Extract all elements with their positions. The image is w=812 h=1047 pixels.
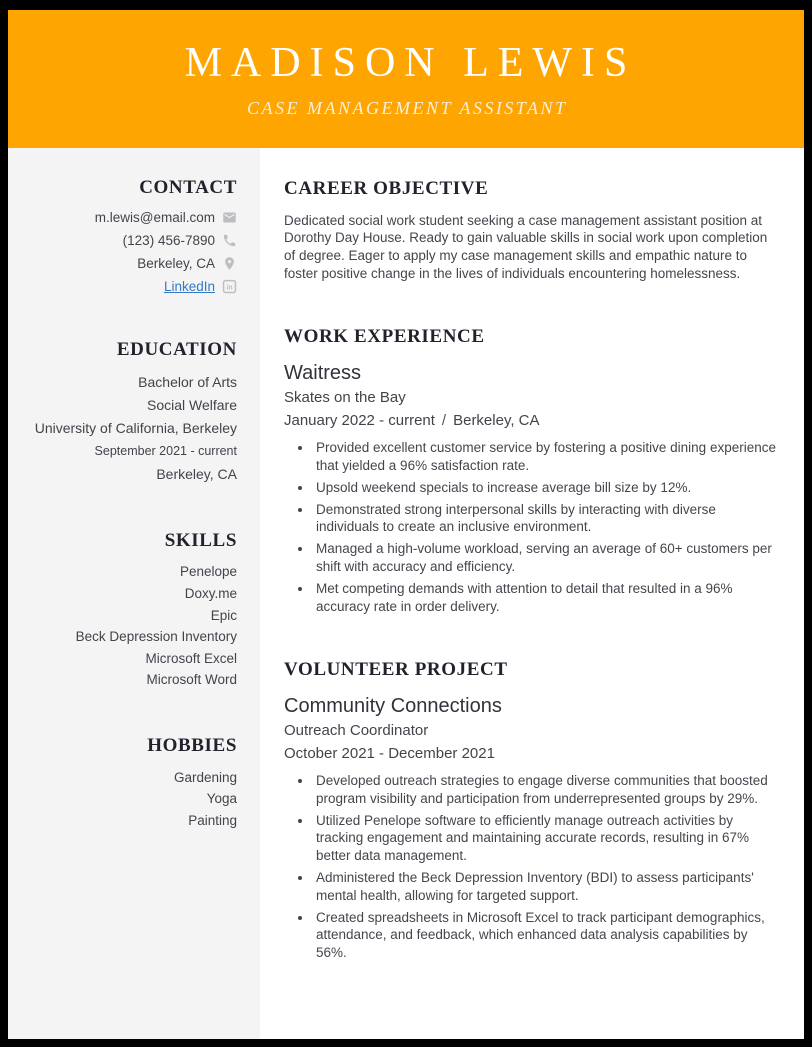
bullet-item: • Developed outreach strategies to engage diverse communities that boosted program visibility and participation from underrepresented groups by 29%. — [313, 772, 776, 807]
skill-item: Doxy.me — [184, 585, 237, 601]
education-school: University of California, Berkeley — [34, 419, 237, 436]
main-column — [260, 148, 804, 1039]
contact-row-email — [26, 209, 237, 226]
career-objective-section — [284, 178, 776, 282]
meta-separator: / — [441, 411, 447, 429]
skills-list — [26, 561, 237, 691]
bullet-item: • Demonstrated strong interpersonal skills by interacting with diverse individuals to create an inclusive environment. — [313, 501, 776, 536]
skill-item: Beck Depression Inventory — [75, 629, 237, 645]
contact-location-value: Berkeley, CA — [137, 255, 215, 271]
bullet-item: • Managed a high-volume workload, serving an average of 60+ customers per shift with accuracy and efficiency. — [313, 540, 776, 575]
job-location: Berkeley, CA — [453, 411, 540, 429]
work-experience-bullets — [284, 439, 776, 615]
education-location: Berkeley, CA — [156, 465, 237, 482]
education-field: Social Welfare — [146, 396, 237, 413]
svg-text:in: in — [226, 284, 233, 292]
envelope-icon — [222, 210, 237, 225]
career-objective-text: Dedicated social work student seeking a case management assistant position at Dorothy Day House. Ready to gain valuable skills in social work upon completion of degree. Eager to apply my case management skills and empathic nature to foster positive change in the lives of individuals encountering homelessness. — [284, 212, 768, 281]
volunteer-project-heading: VOLUNTEER PROJECT — [284, 659, 508, 681]
bullet-item: • Upsold weekend specials to increase average bill size by 12%. — [313, 479, 776, 497]
company-name: Skates on the Bay — [284, 388, 406, 406]
bullet-item: • Administered the Beck Depression Inventory (BDI) to assess participants' mental health, allowing for targeted support. — [313, 869, 776, 904]
hobbies-list — [26, 767, 237, 832]
hobbies-section — [26, 735, 237, 832]
skill-item: Microsoft Excel — [145, 650, 237, 666]
volunteer-project-bullets — [284, 772, 776, 961]
contact-section — [26, 177, 237, 295]
skill-item: Epic — [210, 607, 237, 623]
bullet-item: • Provided excellent customer service by fostering a positive dining experience that yielded a 96% satisfaction rate. — [313, 439, 776, 474]
contact-phone-value: (123) 456-7890 — [122, 232, 215, 248]
bullet-item: • Met competing demands with attention to detail that resulted in a 96% accuracy rate in order delivery. — [313, 580, 776, 615]
project-name: Community Connections — [284, 695, 502, 718]
resume-header — [8, 10, 804, 148]
contact-row-linkedin — [26, 278, 237, 295]
education-degree: Bachelor of Arts — [138, 373, 237, 390]
page-inner — [8, 10, 804, 1039]
work-experience-heading: WORK EXPERIENCE — [284, 326, 485, 348]
linkedin-icon — [222, 279, 237, 294]
education-heading: EDUCATION — [116, 338, 237, 360]
skills-section — [26, 530, 237, 691]
location-pin-icon — [222, 256, 237, 271]
hobbies-heading: HOBBIES — [147, 734, 237, 756]
linkedin-link[interactable]: LinkedIn — [163, 278, 215, 294]
contact-row-phone — [26, 232, 237, 249]
person-name: MADISON LEWIS — [184, 39, 637, 86]
sidebar — [8, 148, 260, 1039]
hobby-item: Painting — [188, 812, 237, 828]
education-dates: September 2021 - current — [94, 443, 237, 458]
education-section — [26, 339, 237, 486]
skill-item: Microsoft Word — [146, 672, 237, 688]
job-dates-location — [284, 409, 776, 432]
contact-row-location — [26, 255, 237, 272]
phone-icon — [222, 233, 237, 248]
bullet-item: • Created spreadsheets in Microsoft Excel to track participant demographics, attendance, and feedback, which enhanced data analysis capabilities by 56%. — [313, 909, 776, 962]
job-title: Waitress — [284, 361, 362, 384]
career-objective-heading: CAREER OBJECTIVE — [284, 178, 489, 199]
job-dates: January 2022 - current — [284, 411, 435, 429]
skill-item: Penelope — [179, 564, 237, 580]
work-experience-section — [284, 326, 776, 615]
content-columns — [8, 148, 804, 1039]
bullet-item: • Utilized Penelope software to efficiently manage outreach activities by tracking engagement and maintaining accurate records, resulting in 67% better data management. — [313, 812, 776, 865]
contact-heading: CONTACT — [139, 177, 237, 198]
project-role: Outreach Coordinator — [284, 722, 429, 740]
project-dates: October 2021 - December 2021 — [284, 745, 495, 763]
hobby-item: Yoga — [206, 791, 237, 807]
volunteer-project-section — [284, 659, 776, 961]
contact-email-value: m.lewis@email.com — [94, 209, 215, 225]
skills-heading: SKILLS — [164, 529, 237, 551]
person-job-title: CASE MANAGEMENT ASSISTANT — [246, 97, 568, 118]
hobby-item: Gardening — [173, 769, 237, 785]
